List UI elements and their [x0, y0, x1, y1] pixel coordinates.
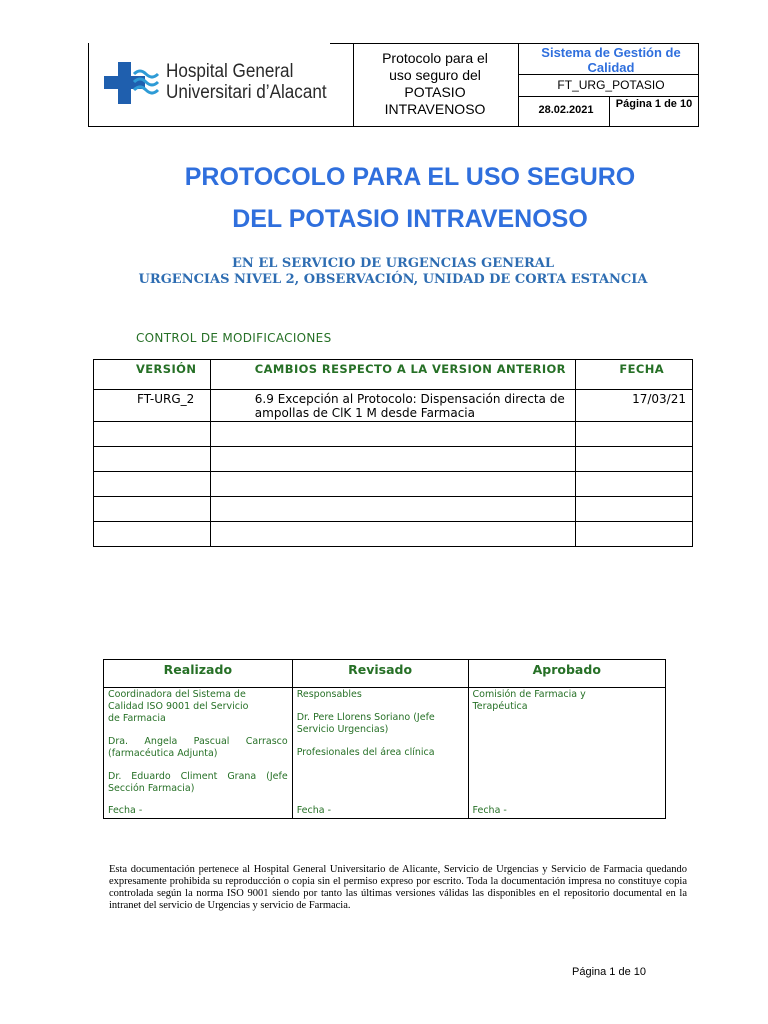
- version-header: VERSIÓN: [136, 362, 197, 376]
- table-row: [94, 447, 693, 472]
- document-code: FT_URG_POTASIO: [557, 78, 665, 92]
- protocol-title-box: Protocolo para el uso seguro del POTASIO INTRAVENOSO: [382, 50, 488, 117]
- changes-cell: 6.9 Excepción al Protocolo: Dispensación directa de ampollas de ClK 1 M desde Farmacia: [254, 392, 565, 420]
- signatures-table: [103, 659, 666, 819]
- hospital-cross-icon: [104, 58, 162, 108]
- reviewed-person: Dr. Pere Llorens Soriano (Jefe Servicio Urgencias): [296, 712, 435, 735]
- header-page-number: Página 1 de 10: [615, 98, 693, 110]
- done-date: Fecha -: [108, 805, 143, 816]
- reviewed-group: Profesionales del área clínica: [296, 747, 435, 758]
- table-row: [94, 472, 693, 497]
- done-role: Coordinadora del Sistema de Calidad ISO 9001 del Servicio de Farmacia: [108, 689, 249, 724]
- date-header: FECHA: [619, 362, 665, 376]
- done-person-1: Dra. Angela Pascual Carrasco (farmacéutica Adjunta): [108, 736, 288, 759]
- table-row: [94, 522, 693, 547]
- subtitle-line2: URGENCIAS NIVEL 2, OBSERVACIÓN, UNIDAD DE CORTA ESTANCIA: [138, 272, 648, 287]
- reviewed-header: Revisado: [348, 662, 413, 677]
- approved-header: Aprobado: [532, 662, 601, 677]
- quality-system-label: Sistema de Gestión de Calidad: [541, 45, 681, 75]
- table-row: [94, 422, 693, 447]
- modifications-label: CONTROL DE MODIFICACIONES: [136, 331, 332, 345]
- done-person-2: Dr. Eduardo Climent Grana (Jefe Sección Farmacia): [108, 771, 288, 794]
- subtitle-line1: EN EL SERVICIO DE URGENCIAS GENERAL: [232, 256, 554, 271]
- date-cell: 17/03/21: [632, 392, 686, 406]
- approved-body: Comisión de Farmacia y Terapéutica: [472, 689, 586, 712]
- table-header-row: [94, 360, 693, 390]
- signatures-body-row: [104, 688, 666, 819]
- done-header: Realizado: [163, 662, 233, 677]
- table-row: [94, 497, 693, 522]
- main-title-line2: DEL POTASIO INTRAVENOSO: [232, 205, 588, 233]
- approved-date: Fecha -: [472, 805, 507, 816]
- modifications-table: [93, 359, 693, 547]
- document-date: 28.02.2021: [538, 104, 594, 116]
- disclaimer-text: Esta documentación pertenece al Hospital General Universitario de Alicante, Servicio de Urgencias y Servicio de Farmacia quedando expresamente prohibida su reproducción o copia sin el permiso expreso por escrito. Toda la documentación impresa no constituye copia controlada según la norma ISO 9001 siendo por tanto las últimas versiones válidas las disponibles en el repositorio documental en la intranet del servicio de Urgencias y servicio de Farmacia.: [109, 864, 687, 911]
- changes-header: CAMBIOS RESPECTO A LA VERSION ANTERIOR: [254, 362, 566, 376]
- signatures-header-row: [104, 660, 666, 688]
- table-row: [94, 390, 693, 422]
- version-cell: FT-URG_2: [137, 392, 195, 406]
- main-title-line1: PROTOCOLO PARA EL USO SEGURO: [184, 163, 636, 191]
- footer-page-number: Página 1 de 10: [572, 966, 647, 978]
- hospital-logo: [104, 58, 327, 108]
- hospital-name: Hospital General Universitari d’Alacant: [166, 61, 327, 103]
- reviewed-role: Responsables: [296, 689, 362, 700]
- reviewed-date: Fecha -: [296, 805, 332, 816]
